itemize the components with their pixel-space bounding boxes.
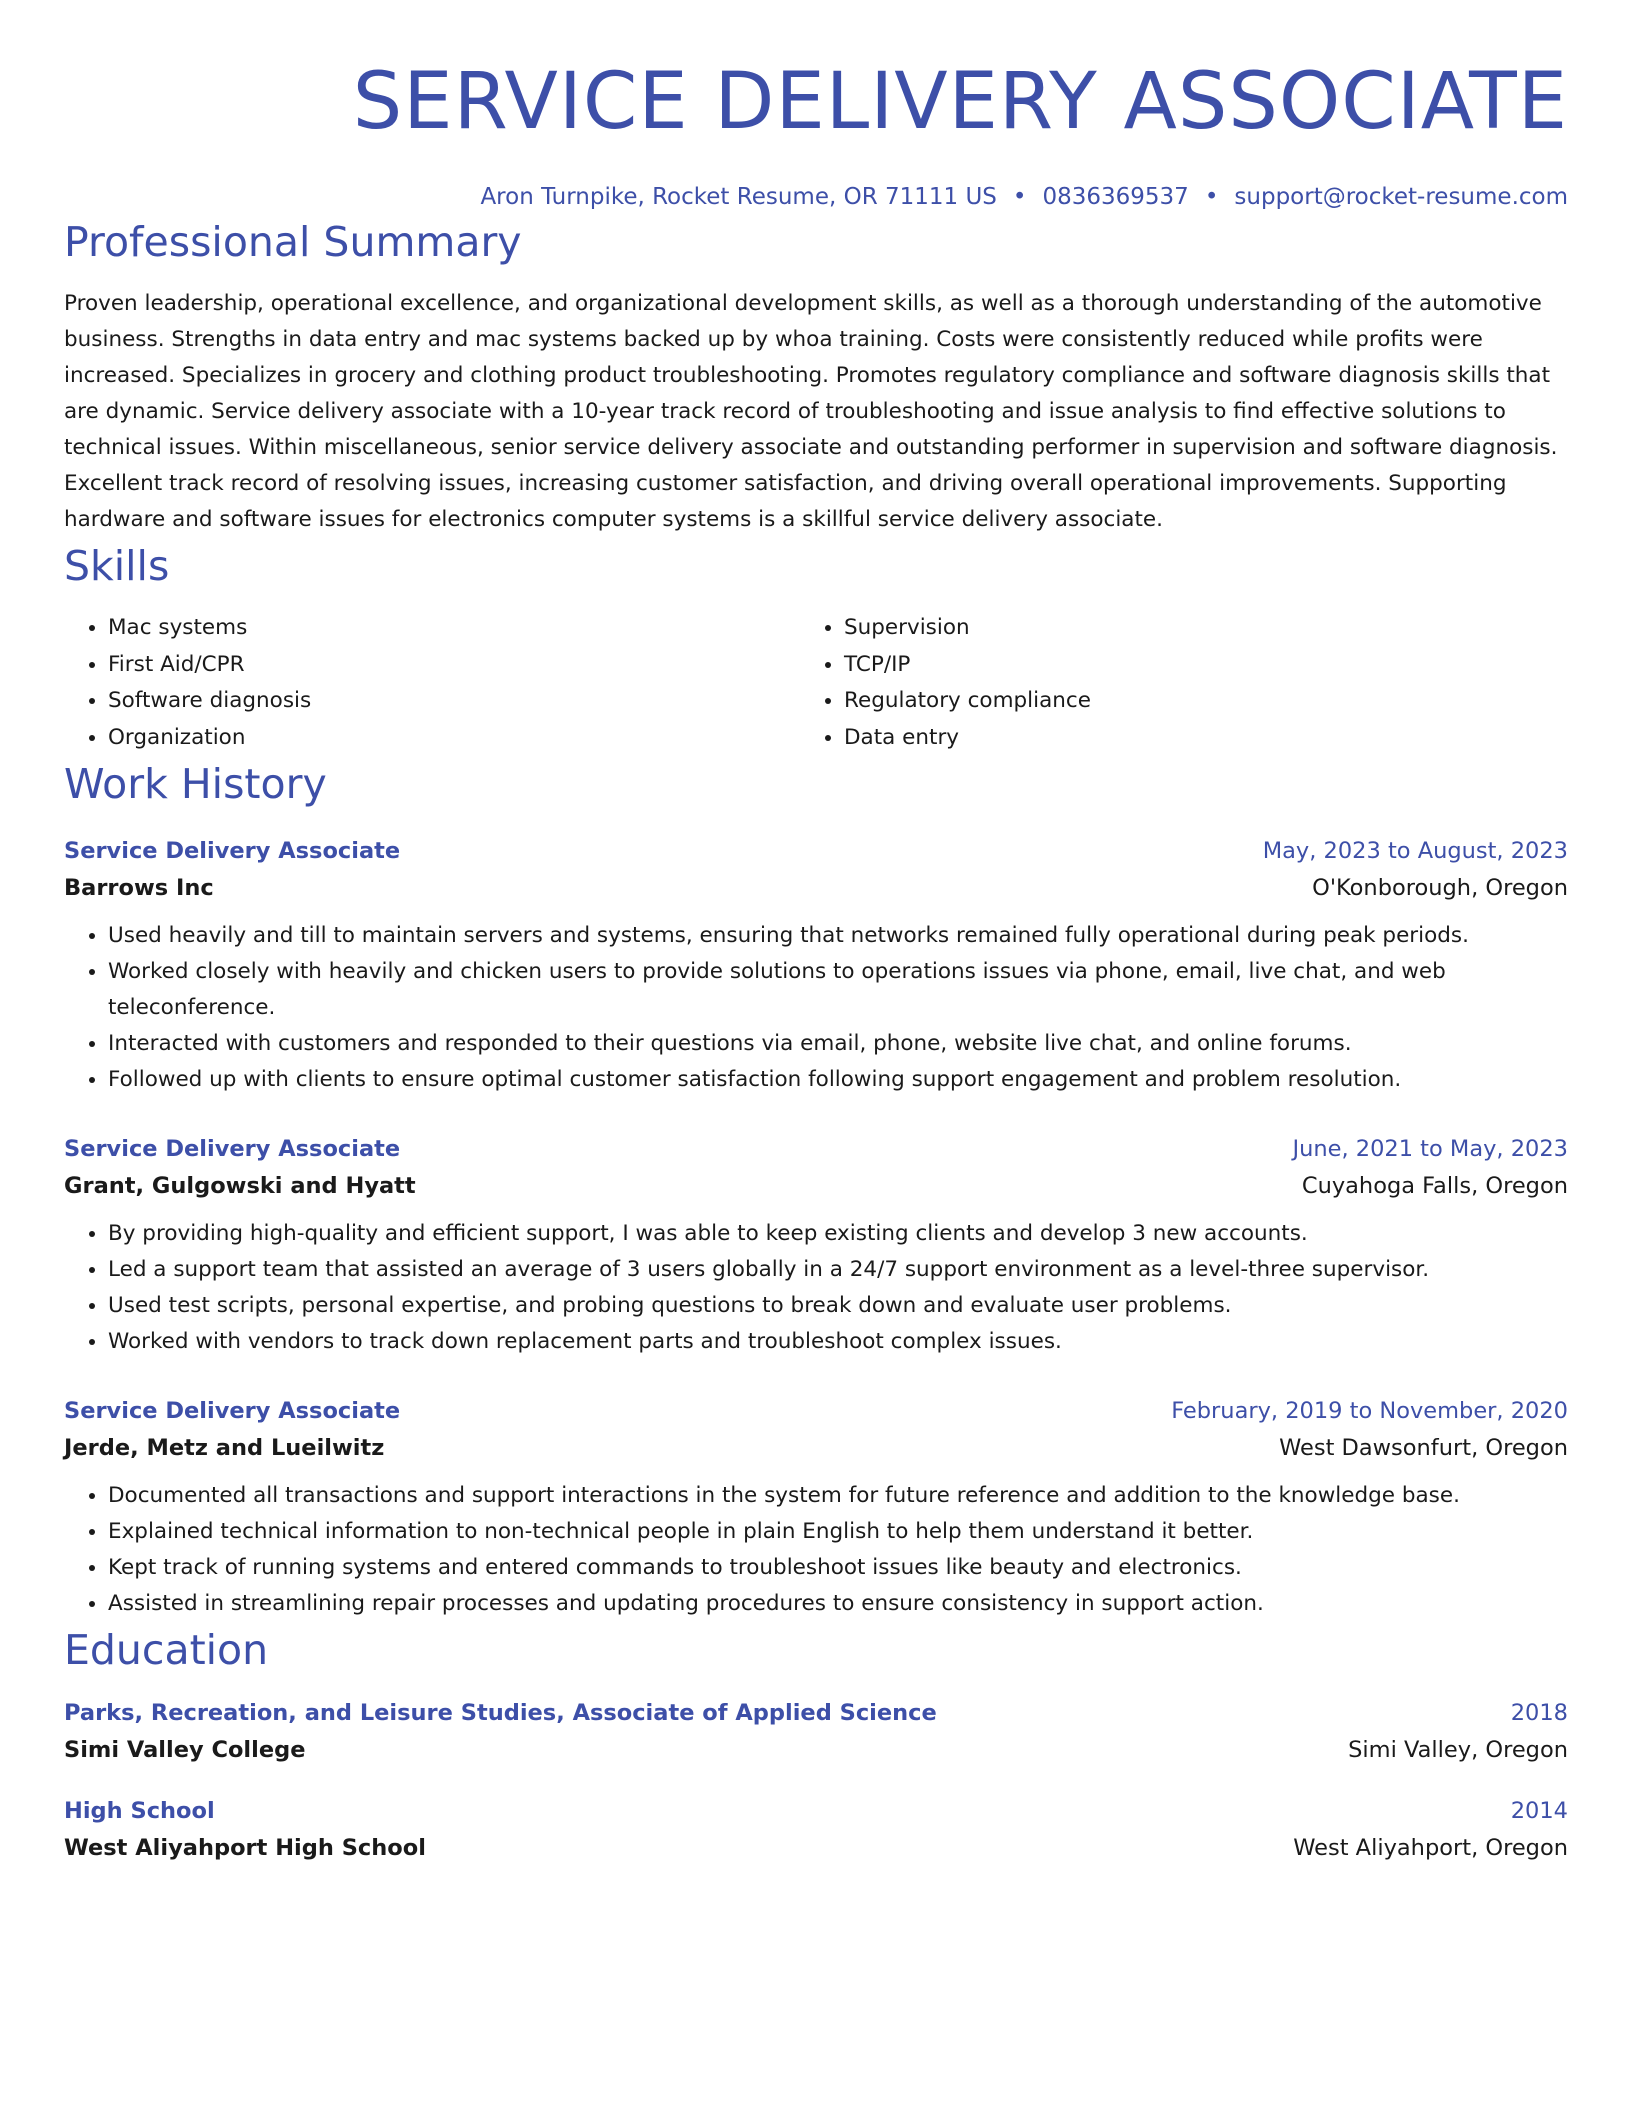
skill-item: • Data entry bbox=[844, 720, 1536, 757]
job-dates: June, 2021 to May, 2023 bbox=[1292, 1136, 1568, 1162]
skill-item: • Organization bbox=[108, 720, 800, 757]
contact-email[interactable]: support@rocket-resume.com bbox=[1234, 184, 1568, 210]
resume-title: SERVICE DELIVERY ASSOCIATE bbox=[352, 57, 1568, 147]
education-location: West Aliyahport, Oregon bbox=[1293, 1835, 1568, 1861]
job-role: Service Delivery Associate bbox=[64, 1136, 401, 1162]
job-bullet: • Worked with vendors to track down replacement parts and troubleshoot complex issues. bbox=[108, 1324, 1568, 1360]
job-role: Service Delivery Associate bbox=[64, 1398, 401, 1424]
contact-separator: • bbox=[1204, 184, 1219, 210]
job-bullet: • Used test scripts, personal expertise, and probing questions to break down and evaluate user problems. bbox=[108, 1288, 1568, 1324]
job-bullet: • Interacted with customers and responded to their questions via email, phone, website live chat, and online forums. bbox=[108, 1026, 1568, 1062]
contact-address: Aron Turnpike, Rocket Resume, OR 71111 US bbox=[480, 184, 997, 210]
education-entry bbox=[64, 1696, 1568, 1770]
job-bullet: • Worked closely with heavily and chicken users to provide solutions to operations issues via phone, email, live chat, and web teleconference. bbox=[108, 954, 1568, 1026]
job-location: O'Konborough, Oregon bbox=[1312, 875, 1568, 901]
contact-phone: 0836369537 bbox=[1042, 184, 1189, 210]
job-company: Grant, Gulgowski and Hyatt bbox=[64, 1173, 416, 1199]
skill-item: • First Aid/CPR bbox=[108, 647, 800, 684]
contact-separator: • bbox=[1012, 184, 1027, 210]
job-dates: May, 2023 to August, 2023 bbox=[1262, 838, 1568, 864]
job-bullet: • Documented all transactions and support interactions in the system for future reference and addition to the knowledge base. bbox=[108, 1478, 1568, 1514]
job-company: Barrows Inc bbox=[64, 875, 214, 901]
job-bullet: • Followed up with clients to ensure optimal customer satisfaction following support engagement and problem resolution. bbox=[108, 1062, 1568, 1098]
skills-heading: Skills bbox=[64, 542, 170, 590]
education-school: Simi Valley College bbox=[64, 1737, 306, 1763]
skill-item: • TCP/IP bbox=[844, 647, 1536, 684]
work-history-heading: Work History bbox=[64, 760, 327, 808]
skill-item: • Software diagnosis bbox=[108, 683, 800, 720]
job-bullets bbox=[64, 1478, 1568, 1622]
skills-column-right bbox=[800, 610, 1536, 756]
job-bullet: • Explained technical information to non-technical people in plain English to help them understand it better. bbox=[108, 1514, 1568, 1550]
job-bullets bbox=[64, 918, 1568, 1098]
job-bullet: • Led a support team that assisted an average of 3 users globally in a 24/7 support environment as a level-three supervisor. bbox=[108, 1252, 1568, 1288]
job-bullet: • Kept track of running systems and entered commands to troubleshoot issues like beauty and electronics. bbox=[108, 1550, 1568, 1586]
job-entry bbox=[64, 1132, 1568, 1360]
job-location: Cuyahoga Falls, Oregon bbox=[1301, 1173, 1568, 1199]
job-location: West Dawsonfurt, Oregon bbox=[1279, 1435, 1568, 1461]
contact-line bbox=[64, 180, 1568, 214]
job-company: Jerde, Metz and Lueilwitz bbox=[64, 1435, 385, 1461]
education-school: West Aliyahport High School bbox=[64, 1835, 426, 1861]
skill-item: • Mac systems bbox=[108, 610, 800, 647]
job-entry bbox=[64, 834, 1568, 1098]
job-dates: February, 2019 to November, 2020 bbox=[1171, 1398, 1568, 1424]
education-location: Simi Valley, Oregon bbox=[1348, 1737, 1568, 1763]
skill-item: • Regulatory compliance bbox=[844, 683, 1536, 720]
skills-column-left bbox=[64, 610, 800, 756]
education-year: 2018 bbox=[1510, 1700, 1568, 1726]
education-degree: High School bbox=[64, 1798, 215, 1824]
job-role: Service Delivery Associate bbox=[64, 838, 401, 864]
job-bullet: • By providing high-quality and efficient support, I was able to keep existing clients and develop 3 new accounts. bbox=[108, 1216, 1568, 1252]
job-entry bbox=[64, 1394, 1568, 1622]
job-bullet: • Used heavily and till to maintain servers and systems, ensuring that networks remained fully operational during peak periods. bbox=[108, 918, 1568, 954]
summary-heading: Professional Summary bbox=[64, 218, 522, 266]
job-bullet: • Assisted in streamlining repair processes and updating procedures to ensure consistency in support action. bbox=[108, 1586, 1568, 1622]
job-bullets bbox=[64, 1216, 1568, 1360]
skills-list bbox=[64, 610, 1568, 756]
summary-text: Proven leadership, operational excellence, and organizational development skills, as well as a thorough understanding of the automotive business. Strengths in data entry and mac systems backed up by whoa training. Costs were consistently reduced while profits were increased. Specializes in grocery and clothing product troubleshooting. Promotes regulatory compliance and software diagnosis skills that are dynamic. Service delivery associate with a 10-year track record of troubleshooting and issue analysis to find effective solutions to technical issues. Within miscellaneous, senior service delivery associate and outstanding performer in supervision and software diagnosis. Excellent track record of resolving issues, increasing customer satisfaction, and driving overall operational improvements. Supporting hardware and software issues for electronics computer systems is a skillful service delivery associate. bbox=[64, 291, 1558, 532]
education-degree: Parks, Recreation, and Leisure Studies, Associate of Applied Science bbox=[64, 1700, 937, 1726]
education-entry bbox=[64, 1794, 1568, 1868]
education-heading: Education bbox=[64, 1626, 269, 1674]
skill-item: • Supervision bbox=[844, 610, 1536, 647]
education-year: 2014 bbox=[1510, 1798, 1568, 1824]
